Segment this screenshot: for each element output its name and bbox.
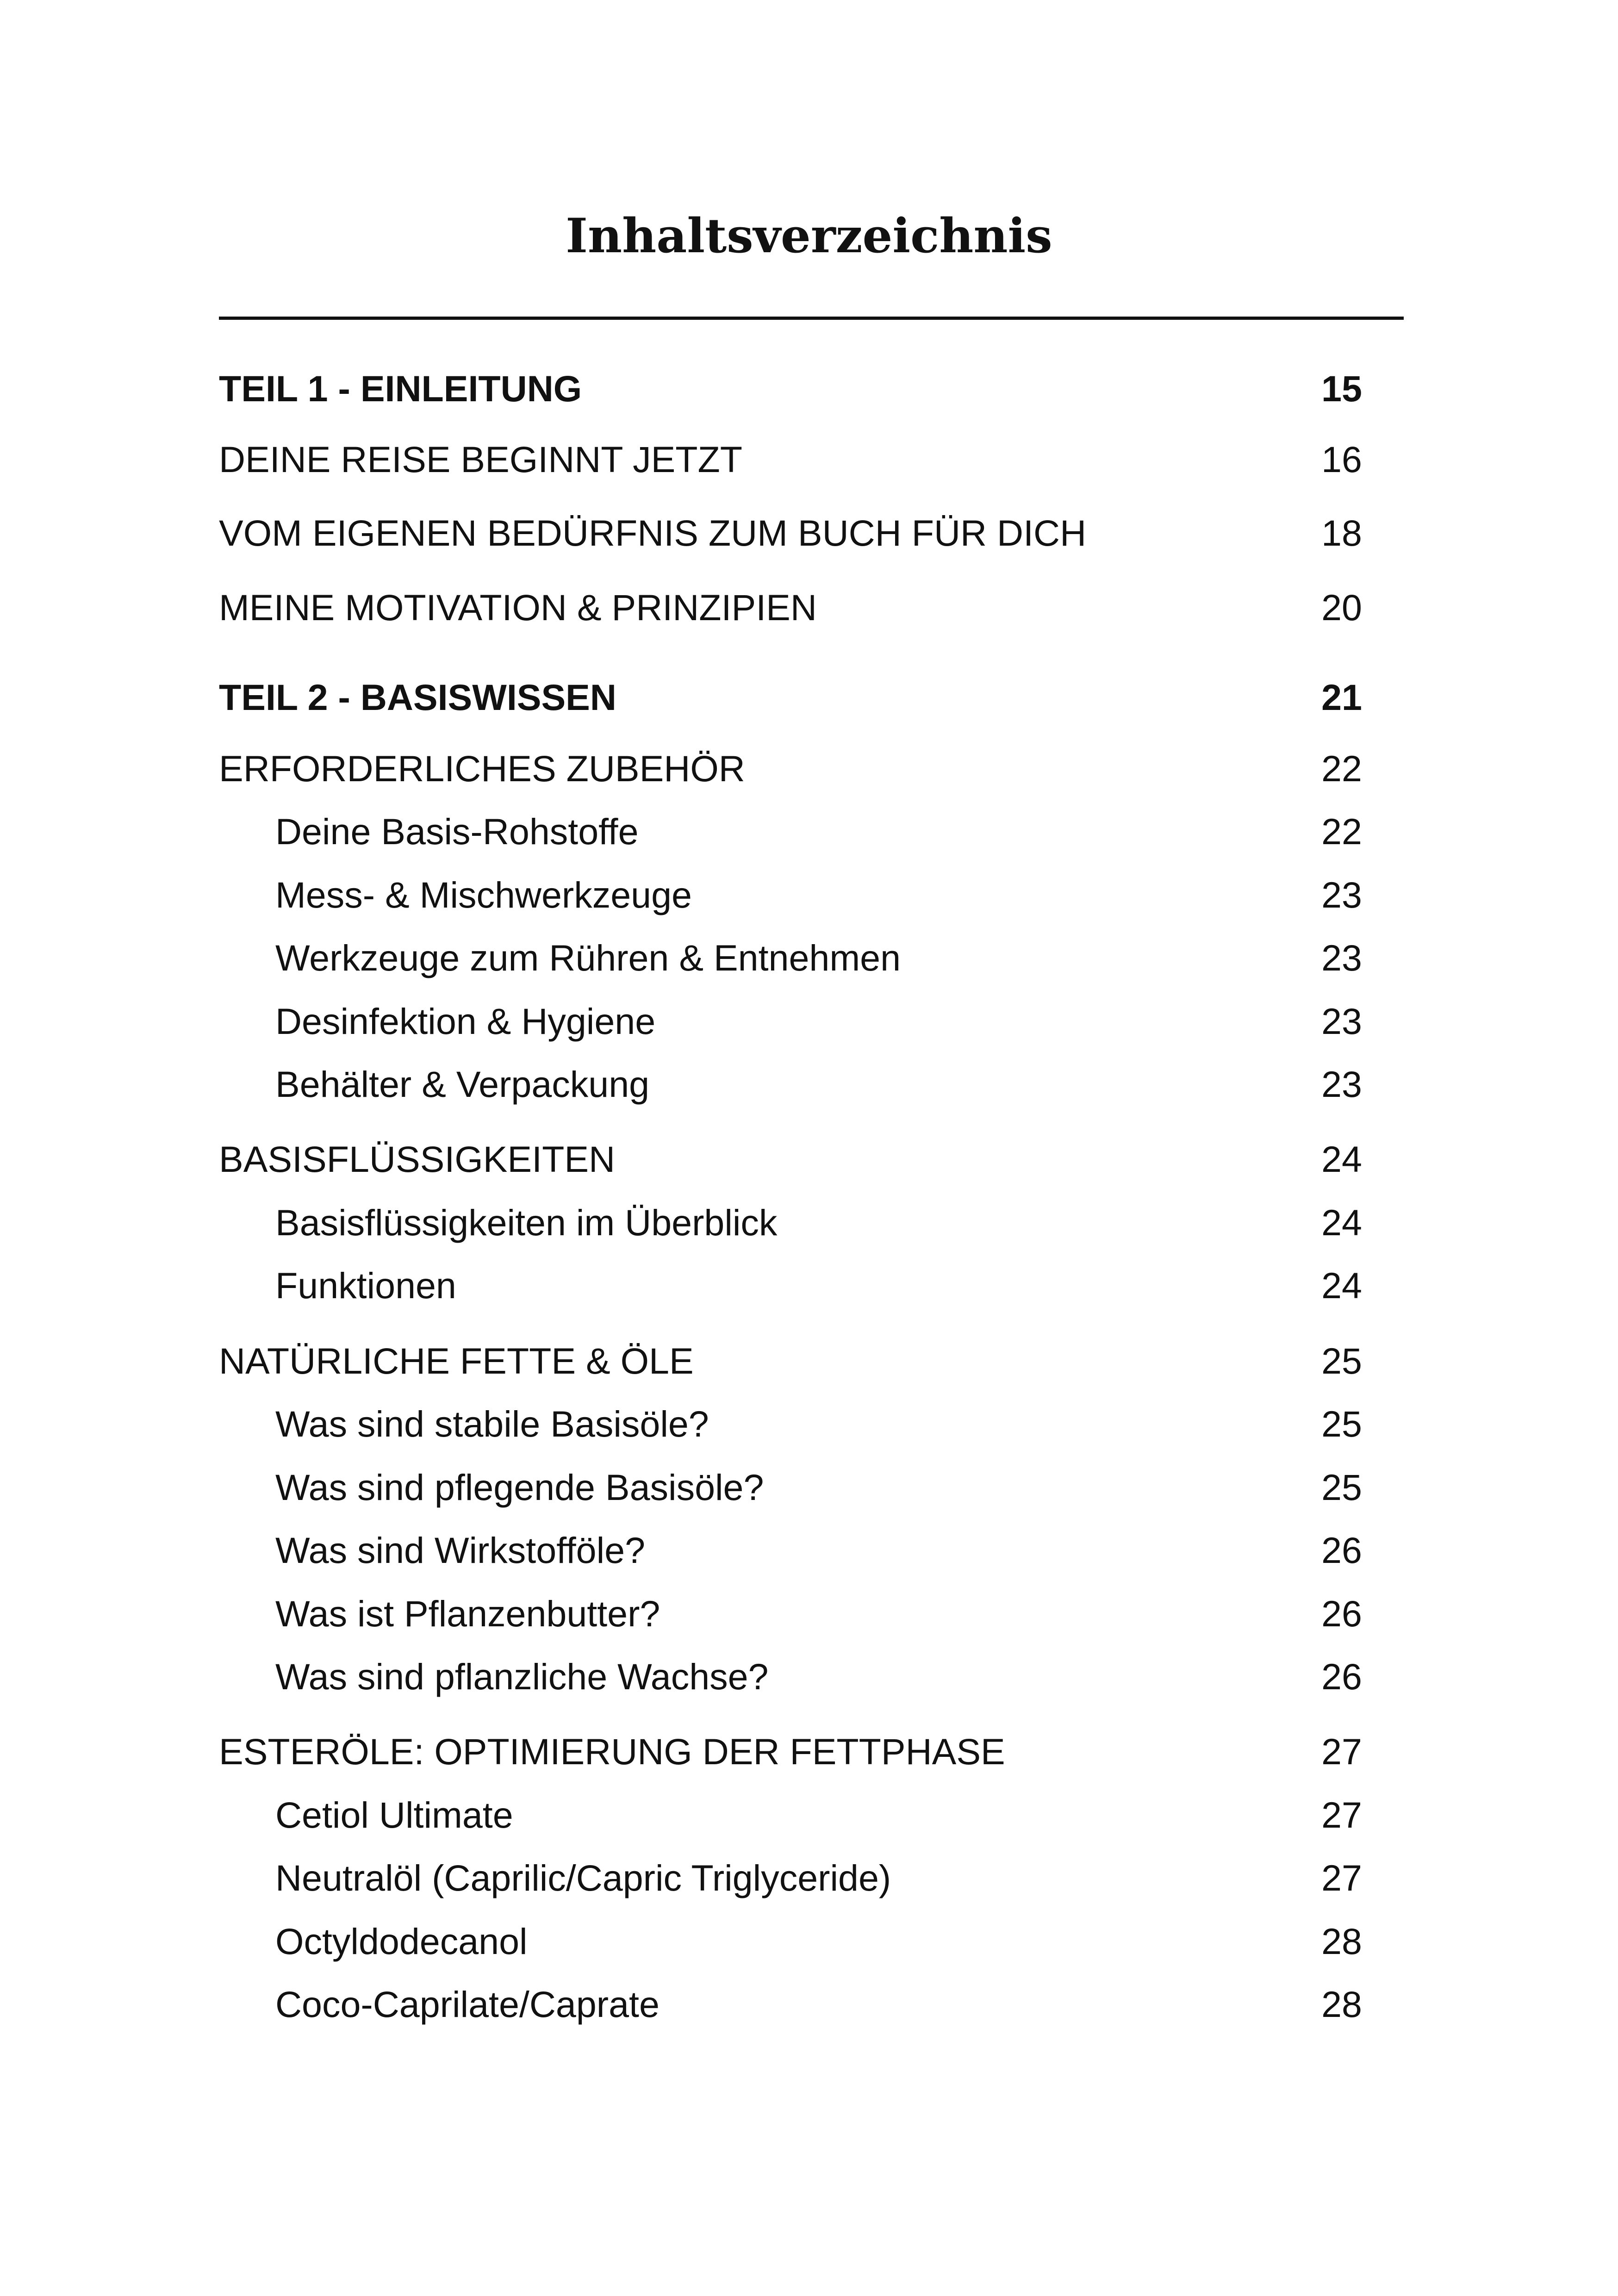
toc-entry-page: 26 [1321, 1530, 1362, 1571]
toc-entry-section[interactable] [219, 1916, 1362, 1967]
toc-entry-label: Deine Basis-Rohstoffe [275, 811, 639, 852]
toc-entry-section[interactable] [219, 1853, 1362, 1904]
toc-entry-page: 16 [1321, 439, 1362, 480]
toc-entry-page: 24 [1321, 1265, 1362, 1306]
toc-entry-page: 28 [1321, 1984, 1362, 2025]
toc-entry-section[interactable] [219, 1790, 1362, 1841]
toc-entry-section[interactable] [219, 1059, 1362, 1110]
toc-entry-page: 22 [1321, 748, 1362, 789]
toc-entry-page: 24 [1321, 1202, 1362, 1243]
toc-entry-page: 25 [1321, 1403, 1362, 1444]
toc-entry-label: Desinfektion & Hygiene [275, 1001, 656, 1042]
toc-entry-label: Coco-Caprilate/Caprate [275, 1984, 660, 2025]
toc-entry-label: Was sind stabile Basisöle? [275, 1403, 709, 1444]
toc-entry-label: Was sind pflanzliche Wachse? [275, 1656, 769, 1697]
toc-entry-page: 27 [1321, 1857, 1362, 1898]
toc-entry-label: Basisflüssigkeiten im Überblick [275, 1202, 778, 1243]
toc-entry-page: 21 [1321, 677, 1362, 718]
toc-entry-label: BASISFLÜSSIGKEITEN [219, 1139, 616, 1180]
toc-entry-section[interactable] [219, 1588, 1362, 1639]
page-title: Inhaltsverzeichnis [566, 208, 1052, 264]
toc-entry-page: 25 [1321, 1340, 1362, 1381]
toc-entry-label: VOM EIGENEN BEDÜRFNIS ZUM BUCH FÜR DICH [219, 512, 1087, 554]
toc-entry-page: 23 [1321, 1001, 1362, 1042]
toc-entry-label: ESTERÖLE: OPTIMIERUNG DER FETTPHASE [219, 1731, 1005, 1772]
toc-entry-label: Was ist Pflanzenbutter? [275, 1593, 660, 1634]
toc-entry-chapter[interactable] [219, 508, 1362, 559]
toc-entry-page: 26 [1321, 1593, 1362, 1634]
toc-entry-section[interactable] [219, 1525, 1362, 1576]
toc-entry-label: DEINE REISE BEGINNT JETZT [219, 439, 743, 480]
toc-entry-label: Funktionen [275, 1265, 456, 1306]
toc-entry-page: 27 [1321, 1731, 1362, 1772]
title-divider [219, 317, 1404, 320]
toc-entry-section[interactable] [219, 806, 1362, 857]
toc-entry-page: 23 [1321, 1064, 1362, 1105]
toc-entry-section[interactable] [219, 996, 1362, 1047]
toc-entry-chapter[interactable] [219, 1336, 1362, 1387]
toc-entry-chapter[interactable] [219, 1726, 1362, 1777]
toc-entry-page: 23 [1321, 937, 1362, 978]
toc-entry-chapter[interactable] [219, 582, 1362, 633]
toc-entry-label: ERFORDERLICHES ZUBEHÖR [219, 748, 745, 789]
toc-entry-section[interactable] [219, 1462, 1362, 1513]
toc-entry-section[interactable] [219, 933, 1362, 983]
toc-entry-page: 28 [1321, 1921, 1362, 1962]
toc-entry-label: Neutralöl (Caprilic/Capric Triglyceride) [275, 1857, 891, 1898]
toc-entry-page: 24 [1321, 1139, 1362, 1180]
toc-entry-label: MEINE MOTIVATION & PRINZIPIEN [219, 587, 817, 628]
toc-entry-section[interactable] [219, 1979, 1362, 2030]
toc-entry-page: 22 [1321, 811, 1362, 852]
toc-entry-label: NATÜRLICHE FETTE & ÖLE [219, 1340, 694, 1381]
toc-entry-section[interactable] [219, 1197, 1362, 1248]
toc-entry-label: Mess- & Mischwerkzeuge [275, 874, 692, 915]
toc-entry-chapter[interactable] [219, 743, 1362, 794]
toc-entry-chapter[interactable] [219, 1134, 1362, 1185]
toc-entry-label: Behälter & Verpackung [275, 1064, 650, 1105]
toc-entry-section[interactable] [219, 1260, 1362, 1311]
toc-entry-part[interactable] [219, 672, 1362, 723]
toc-entry-label: TEIL 1 - EINLEITUNG [219, 368, 582, 409]
toc-entry-page: 18 [1321, 512, 1362, 554]
toc-entry-section[interactable] [219, 870, 1362, 921]
toc-entry-chapter[interactable] [219, 434, 1362, 485]
toc-entry-label: Octyldodecanol [275, 1921, 528, 1962]
toc-entry-page: 26 [1321, 1656, 1362, 1697]
toc-entry-section[interactable] [219, 1399, 1362, 1450]
toc-entry-label: Werkzeuge zum Rühren & Entnehmen [275, 937, 901, 978]
toc-entry-label: TEIL 2 - BASISWISSEN [219, 677, 616, 718]
toc-entry-part[interactable] [219, 363, 1362, 414]
toc-entry-page: 15 [1321, 368, 1362, 409]
toc-entry-page: 23 [1321, 874, 1362, 915]
toc-entry-label: Was sind Wirkstofföle? [275, 1530, 646, 1571]
toc-entry-page: 27 [1321, 1794, 1362, 1836]
toc-entry-label: Was sind pflegende Basisöle? [275, 1467, 764, 1508]
toc-entry-page: 20 [1321, 587, 1362, 628]
toc-entry-page: 25 [1321, 1467, 1362, 1508]
toc-entry-label: Cetiol Ultimate [275, 1794, 513, 1836]
toc-entry-section[interactable] [219, 1651, 1362, 1702]
